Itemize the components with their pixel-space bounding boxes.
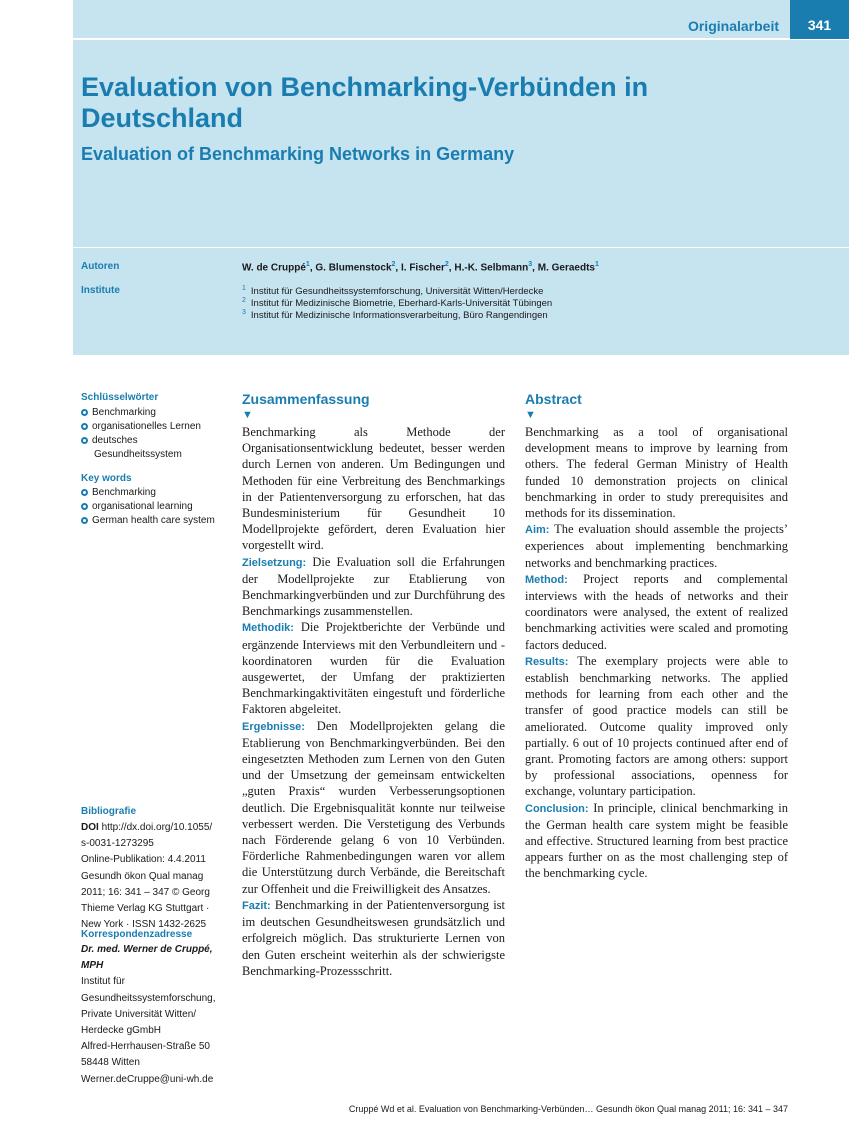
abstract-en-heading: Abstract xyxy=(525,391,582,407)
abstract-en-intro: Benchmarking as a tool of organisational development means to improve by learning from others. The federal German Ministry of Health funded 10 demonstration projects on clinical benchmarking in order to study prerequisites and methods for its dissemination. xyxy=(525,425,788,521)
aim-label: Aim: xyxy=(525,524,550,537)
bullet-circle-icon xyxy=(81,409,88,416)
institute-text: Institut für Medizinische Biometrie, Eberhard-Karls-Universität Tübingen xyxy=(250,298,553,310)
section-label: Originalarbeit xyxy=(687,18,779,34)
institute-number: 1 xyxy=(242,285,246,292)
author-affiliation: 1 xyxy=(594,261,599,268)
corr-email[interactable]: Werner.deCruppe@uni-wh.de xyxy=(81,1073,214,1085)
correspondence-block: Dr. med. Werner de Cruppé, MPH Institut für Gesundheitssystemforschung, Private Universität Witten/ Herdecke gGmbH Alfred-Herrhausen-Straße 50 58448 Witten Werner.deCruppe@uni-wh.de xyxy=(81,942,227,1088)
abstract-de-intro: Benchmarking als Methode der Organisationsentwicklung bedeutet, besser werden durch Lernen von anderen. Um Bedingungen und Methoden für eine Verbreitung des Benchmarkings in der Patientenversorgung zu erforschen, hat das Bundesministerium für Gesundheit 10 Modellprojekte gefördert, deren Evaluation hier vorgestellt wird. xyxy=(242,425,505,553)
keyword-item: deutsches Gesundheitssystem xyxy=(81,434,226,462)
institute-line xyxy=(242,285,543,297)
triangle-down-icon: ▼ xyxy=(242,409,253,421)
institute-number: 3 xyxy=(242,309,246,316)
institute-text: Institut für Medizinische Informationsverarbeitung, Büro Rangendingen xyxy=(250,310,548,322)
abstract-en-body: Benchmarking as a tool of organisational development means to improve by learning from others. The federal German Ministry of Health funded 10 demonstration projects on clinical benchmarking in order to study prerequisites and methods for its dissemination. Aim: The evaluation should assemble the projects’ experiences about implementing benchmarking networks and benchmarking practices. Method: Project reports and complemental interviews with the heads of networks and their coordinators were analysed, the extent of realized benchmarking activities were scaled and promoting factors deduced. Results: The exemplary projects were able to establish benchmarking networks. The applied methods for learning from each other and the transfer of good practice models can still be ameliorated. Outcome quality improved only partially. 6 out of 10 projects continued after end of grant. Promoting factors are among others: support by professional associations, openness for exchange, voluntary participation. Conclusion: In principle, clinical benchmarking in the German health care system might be feasible and effective. Structured learning from best practice appears further on as the most challenging step of the benchmarking cycle. xyxy=(525,425,789,881)
page-number: 341 xyxy=(790,0,849,39)
institute-number: 2 xyxy=(242,297,246,304)
header-divider-middle xyxy=(73,247,849,248)
author-affiliation: 3 xyxy=(528,261,533,268)
bullet-circle-icon xyxy=(81,517,88,524)
abstract-de-heading: Zusammenfassung xyxy=(242,391,370,407)
bullet-circle-icon xyxy=(81,437,88,444)
keyword-item: organisational learning xyxy=(81,500,226,514)
method-label: Methodik: xyxy=(242,622,294,635)
results-label: Ergebnisse: xyxy=(242,720,305,733)
institute-line xyxy=(242,309,548,321)
method-label: Method: xyxy=(525,573,568,586)
author-name: M. Geraedts xyxy=(537,262,595,274)
title-german: Evaluation von Benchmarking-Verbünden in Deutschland xyxy=(81,72,649,133)
triangle-down-icon: ▼ xyxy=(525,409,536,421)
author-name: G. Blumenstock xyxy=(315,262,392,274)
title-english: Evaluation of Benchmarking Networks in Germany xyxy=(81,144,515,164)
bullet-circle-icon xyxy=(81,423,88,430)
bullet-circle-icon xyxy=(81,503,88,510)
authors-label: Autoren xyxy=(81,261,120,272)
keywords-en-label: Key words xyxy=(81,473,132,484)
keyword-item: organisationelles Lernen xyxy=(81,420,226,434)
keywords-de-list xyxy=(81,406,226,462)
doi-link[interactable]: http://dx.doi.org/10.1055/ xyxy=(101,822,213,833)
keyword-item: Benchmarking xyxy=(81,486,226,500)
keywords-de-label: Schlüsselwörter xyxy=(81,392,159,403)
author-affiliation: 1 xyxy=(305,261,310,268)
institute-line xyxy=(242,297,552,309)
aim-label: Zielsetzung: xyxy=(242,556,307,569)
institutes-label: Institute xyxy=(81,285,120,296)
authors-list: W. de Cruppé$^1$, G. Blumenstock$^2$, I. Fischer$^2$, H.-K. Selbmann$^3$, M. Geraedts$^1$ xyxy=(242,261,599,274)
keywords-en-list xyxy=(81,486,226,528)
bullet-circle-icon xyxy=(81,489,88,496)
author-affiliation: 2 xyxy=(444,261,449,268)
author-affiliation: 2 xyxy=(391,261,396,268)
corr-name: Dr. med. Werner de Cruppé, xyxy=(81,944,213,955)
keyword-item: German health care system xyxy=(81,514,226,528)
doi-label: DOI xyxy=(81,822,99,833)
conclusion-label: Fazit: xyxy=(242,899,271,912)
correspondence-label: Korrespondenzadresse xyxy=(81,929,193,940)
footer-citation: Cruppé Wd et al. Evaluation von Benchmarking-Verbünden… Gesundh ökon Qual manag 2011; 16: 341 – 347 xyxy=(348,1104,788,1114)
header-divider-top xyxy=(73,38,849,40)
bibliography-block: DOI http://dx.doi.org/10.1055/ s-0031-1273295 Online-Publikation: 4.4.2011 Gesundh ökon Qual manag 2011; 16: 341 – 347 © Georg Thieme Verlag KG Stuttgart · New York · ISSN 1432-2625 xyxy=(81,822,213,931)
institute-text: Institut für Gesundheitssystemforschung, Universität Witten/Herdecke xyxy=(250,286,544,298)
conclusion-label: Conclusion: xyxy=(525,802,589,815)
bibliography-label: Bibliografie xyxy=(81,806,137,817)
abstract-de-body: Benchmarking als Methode der Organisationsentwicklung bedeutet, besser werden durch Lernen von anderen. Um Bedingungen und Methoden für eine Verbreitung des Benchmarkings in der Patientenversorgung zu erforschen, hat das Bundesministerium für Gesundheit 10 Modellprojekte gefördert, deren Evaluation hier vorgestellt wird. Zielsetzung: Die Evaluation soll die Erfahrungen der Modellprojekte zur Etablierung von Benchmarkingverbünden und zur Durchführung des Benchmarkings zusammenstellen. Methodik: Die Projektberichte der Verbünde und ergänzende Interviews mit den Verbundleitern und -koordinatoren wurden für die Evaluation ausgewertet, der Umfang der praktizierten Benchmarkingaktivitäten eingestuft und förderliche Faktoren abgeleitet. Ergebnisse: Den Modellprojekten gelang die Etablierung von Benchmarkingverbünden. Bei den eingesetzten Methoden zum Lernen von den Guten und der Umsetzung der gemeinsam entwickelten „guten Praxis“ wurden Verbesserungsoptionen deutlich. Die Ergebnisqualität konnte nur teilweise verbessert werden. Die Verstetigung des Verbunds nach Förderende gelang 6 von 10 Verbünden. Förderliche Rahmenbedingungen waren vor allem die Unterstützung durch Verbände, die Bereitschaft zur Offenheit und die Freiwilligkeit des Ansatzes. Fazit: Benchmarking in der Patientenversorgung ist im deutschen Gesundheitswesen grundsätzlich und erfolgreich möglich. Das strukturierte Lernen von den Guten erscheint weiterhin als der schwierigste Benchmarking-Prozessschritt. xyxy=(242,425,506,978)
keyword-item: Benchmarking xyxy=(81,406,226,420)
author-name: W. de Cruppé xyxy=(242,262,306,274)
results-label: Results: xyxy=(525,655,569,668)
author-name: I. Fischer xyxy=(400,262,445,274)
author-name: H.-K. Selbmann xyxy=(454,262,529,274)
